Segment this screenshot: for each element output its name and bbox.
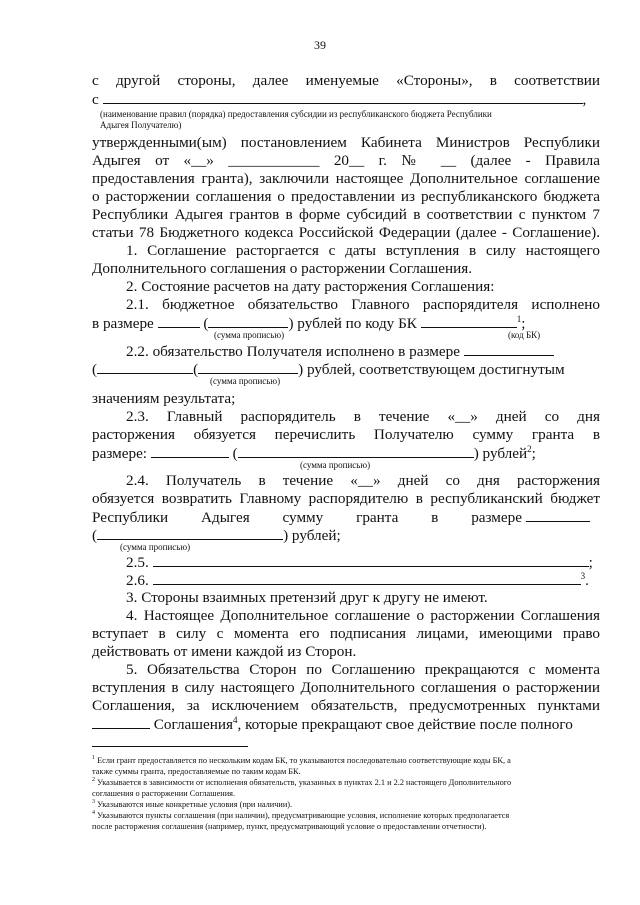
footnote-text: также суммы гранта, предоставляемые по таким кодам БК. bbox=[92, 767, 301, 776]
blank-line bbox=[526, 508, 590, 522]
footnote-number: 4 bbox=[92, 810, 95, 817]
text-line: о расторжении соглашения о предоставлении из республиканского бюджета bbox=[92, 188, 600, 205]
text-line: 3. Стороны взаимных претензий друг к другу не имеют. bbox=[126, 589, 488, 606]
text-line: ( ( ) рублей, соответствующем достигнутым bbox=[92, 361, 565, 378]
blank-line bbox=[151, 444, 229, 458]
footnote bbox=[92, 778, 602, 789]
text-line: 5. Обязательства Сторон по Соглашению прекращаются с момента bbox=[126, 661, 600, 678]
footnote bbox=[92, 789, 602, 800]
text-line: Адыгея от «__» ____________ 20__ г. № __ (далее - Правила bbox=[92, 152, 600, 169]
text-line: 2.6. $^3$. bbox=[126, 570, 589, 589]
caption: (наименование правил (порядка) предоставления субсидии из республиканского бюджета Республики bbox=[100, 109, 492, 119]
footnote-ref: 3 bbox=[580, 570, 586, 581]
footnote bbox=[92, 800, 602, 811]
text-line: с другой стороны, далее именуемые «Стороны», в соответствии bbox=[92, 72, 600, 89]
blank-line bbox=[97, 360, 193, 374]
caption: (сумма прописью) bbox=[120, 542, 191, 552]
footnote-text: после расторжения соглашения (например, пункт, предусматривающий условие о предоставлении отчетности). bbox=[92, 822, 487, 831]
text-fragment: с bbox=[92, 91, 99, 108]
text-line: 2.4. Получатель в течение «__» дней со дня расторжения bbox=[126, 472, 600, 489]
text-fragment: рублей bbox=[482, 445, 528, 462]
text-line: 2. Состояние расчетов на дату расторжения Соглашения: bbox=[126, 278, 495, 295]
caption: (сумма прописью) bbox=[214, 330, 285, 340]
text-line: значениям результата; bbox=[92, 390, 236, 407]
text-line bbox=[92, 715, 600, 734]
blank-line bbox=[208, 314, 288, 328]
text-line: Дополнительного соглашения о расторжении Соглашения. bbox=[92, 260, 473, 277]
blank-line bbox=[421, 314, 517, 328]
caption: (сумма прописью) bbox=[210, 376, 281, 386]
text-line: Соглашения, за исключением обязательств, предусмотренных пунктами bbox=[92, 697, 600, 714]
text-line: 2.1. бюджетное обязательство Главного распорядителя исполнено bbox=[126, 296, 600, 313]
footnote-text: Указываются пункты соглашения (при наличии), предусматривающие условия, исполнение которых предполагается bbox=[97, 811, 510, 820]
text-line: в размере ( ) рублей по коду БК $^1$; bbox=[92, 313, 526, 332]
caption: (сумма прописью) bbox=[300, 460, 371, 470]
text-line: вступления в силу настоящего Дополнительного соглашения о расторжении bbox=[92, 679, 600, 696]
text-line: предоставления гранта), заключили настоящее Дополнительное соглашение bbox=[92, 170, 600, 187]
blank-line bbox=[103, 90, 583, 104]
text-line: 2.5. ; bbox=[126, 554, 593, 571]
footnote-number: 3 bbox=[92, 799, 95, 806]
footnote bbox=[92, 822, 602, 833]
footnote-text: Если грант предоставляется по нескольким кодам БК, то указываются последовательно соответствующие коды БК, а bbox=[97, 756, 511, 765]
text-line: размере: ( ) рублей$^2$; bbox=[92, 443, 536, 462]
text-line: вступает в силу с момента его подписания лицами, имеющими право bbox=[92, 625, 600, 642]
footnote-separator bbox=[92, 746, 248, 747]
text-fragment: 2.6. bbox=[126, 572, 149, 589]
text-line: утвержденными(ым) постановлением Кабинета Министров Республики bbox=[92, 134, 600, 151]
footnote bbox=[92, 756, 602, 767]
blank-line bbox=[158, 314, 200, 328]
text-fragment: рублей, соответствующем достигнутым bbox=[306, 361, 565, 378]
text-fragment: рублей; bbox=[291, 527, 341, 544]
footnote bbox=[92, 811, 602, 822]
text-line bbox=[126, 342, 600, 361]
text-line: расторжения обязуется перечислить Получателю сумму гранта в bbox=[92, 426, 600, 443]
caption: Адыгея Получателю) bbox=[100, 120, 182, 130]
text-line: 1. Соглашение расторгается с даты вступления в силу настоящего bbox=[126, 242, 600, 259]
blank-line bbox=[153, 571, 581, 585]
footnote-number: 2 bbox=[92, 777, 95, 784]
text-fragment: Республики Адыгея сумму гранта в размере bbox=[92, 509, 522, 526]
text-line: 2.3. Главный распорядитель в течение «__» дней со дня bbox=[126, 408, 600, 425]
footnote bbox=[92, 767, 602, 778]
text-fragment: рублей по коду БК bbox=[297, 315, 417, 332]
text-line: Республики Адыгея грантов в форме субсидий в соответствии с пунктом 7 bbox=[92, 206, 600, 223]
blank-line bbox=[198, 360, 298, 374]
footnote-number: 1 bbox=[92, 755, 95, 762]
footnote-text: Указывается в зависимости от исполнения обязательств, указанных в пунктах 2.1 и 2.2 настоящего Дополнительного bbox=[97, 778, 512, 787]
text-line: 4. Настоящее Дополнительное соглашение о расторжении Соглашения bbox=[126, 607, 600, 624]
text-line: с , bbox=[92, 91, 587, 108]
caption: (код БК) bbox=[508, 330, 541, 340]
text-line: действовать от имени каждой из Сторон. bbox=[92, 643, 357, 660]
text-fragment: Соглашения bbox=[153, 716, 233, 733]
text-line bbox=[92, 508, 600, 527]
footnote-ref: 1 bbox=[516, 313, 522, 324]
footnote-ref: 2 bbox=[527, 443, 532, 454]
text-fragment: 2.5. bbox=[126, 554, 149, 571]
blank-line bbox=[92, 715, 150, 729]
blank-line bbox=[464, 342, 554, 356]
text-fragment: 2.2. обязательство Получателя исполнено в размере bbox=[126, 343, 460, 360]
text-fragment: размере: bbox=[92, 445, 148, 462]
footnote-text: Указываются иные конкретные условия (при наличии). bbox=[97, 800, 293, 809]
text-fragment: , которые прекращают свое действие после полного bbox=[237, 716, 573, 733]
blank-line bbox=[238, 444, 474, 458]
text-line: статьи 78 Бюджетного кодекса Российской Федерации (далее - Соглашение). bbox=[92, 224, 600, 241]
footnote-ref: 4 bbox=[232, 714, 238, 725]
text-line: обязуется возвратить Главному распорядителю в республиканский бюджет bbox=[92, 490, 600, 507]
footnote-text: соглашения о расторжении Соглашения. bbox=[92, 789, 236, 798]
text-fragment: в размере bbox=[92, 315, 154, 332]
blank-line bbox=[97, 526, 283, 540]
text-line: ( ) рублей; bbox=[92, 527, 341, 544]
page-number: 39 bbox=[314, 38, 326, 52]
blank-line bbox=[153, 553, 589, 567]
